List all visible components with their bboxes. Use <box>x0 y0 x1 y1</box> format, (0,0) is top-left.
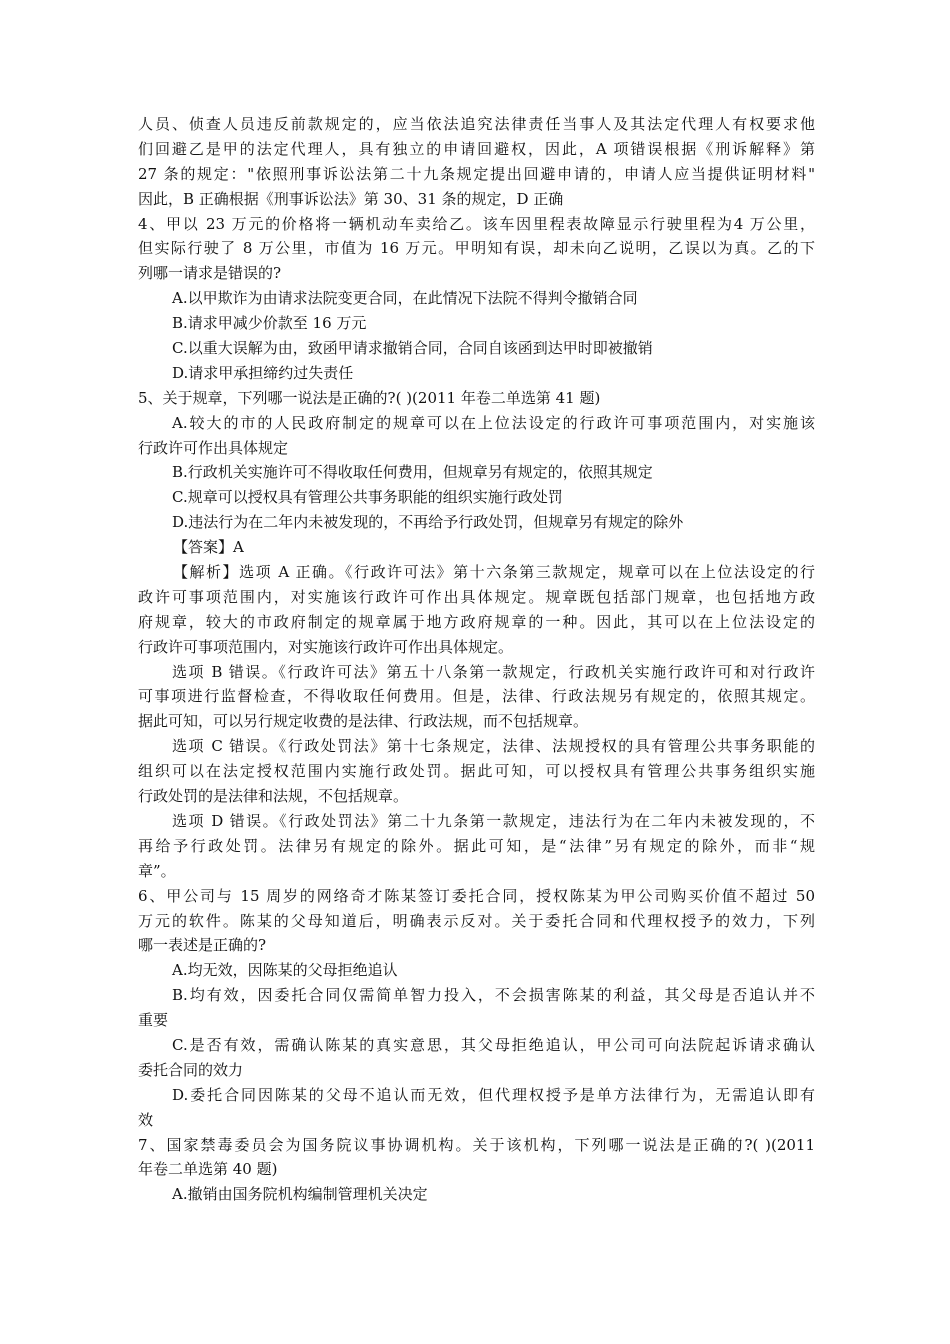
text-line: 年卷二单选第 40 题) <box>138 1160 278 1179</box>
text-line: 政许可事项范围内，对实施该行政许可作出具体规定。规章既包括部门规章，也包括地方政 <box>138 587 815 606</box>
text-line: 列哪一请求是错误的? <box>138 264 282 283</box>
text-line: 选项 D 错误。《行政处罚法》第二十九条第一款规定，违法行为在二年内未被发现的，不 <box>172 811 815 830</box>
text-line: 选项 B 错误。《行政许可法》第五十八条第一款规定，行政机关实施行政许可和对行政许 <box>172 662 815 681</box>
text-line: 6、甲公司与 15 周岁的网络奇才陈某签订委托合同，授权陈某为甲公司购买价值不超过 50 <box>138 886 815 905</box>
text-line: C.是否有效，需确认陈某的真实意思，其父母拒绝追认，甲公司可向法院起诉请求确认 <box>172 1035 815 1054</box>
text-line: 【答案】A <box>173 538 244 557</box>
text-line: C.规章可以授权具有管理公共事务职能的组织实施行政处罚 <box>172 488 563 507</box>
text-line: 选项 C 错误。《行政处罚法》第十七条规定，法律、法规授权的具有管理公共事务职能的 <box>172 737 815 756</box>
text-line: 们回避乙是甲的法定代理人，具有独立的申请回避权，因此，A 项错误根据《刑诉解释》第 <box>138 139 815 158</box>
text-line: 但实际行驶了 8 万公里，市值为 16 万元。甲明知有误，却未向乙说明，乙误以为真。乙的下 <box>138 239 815 258</box>
text-line: C.以重大误解为由，致函甲请求撤销合同，合同自该函到达甲时即被撤销 <box>172 339 653 358</box>
text-line: 7、国家禁毒委员会为国务院议事协调机构。关于该机构，下列哪一说法是正确的?( )(2011 <box>138 1135 815 1154</box>
text-line: 行政许可作出具体规定 <box>138 438 289 457</box>
text-line: 因此，B 正确根据《刑事诉讼法》第 30、31 条的规定，D 正确 <box>138 189 564 208</box>
text-line: D.请求甲承担缔约过失责任 <box>172 363 354 382</box>
text-line: 组织可以在法定授权范围内实施行政处罚。据此可知，可以授权具有管理公共事务组织实施 <box>138 762 815 781</box>
text-line: 重要 <box>138 1011 169 1030</box>
text-line: 府规章，较大的市政府制定的规章属于地方政府规章的一种。因此，其可以在上位法设定的 <box>138 612 815 631</box>
text-line: A.均无效，因陈某的父母拒绝追认 <box>172 961 398 980</box>
text-line: 委托合同的效力 <box>138 1060 244 1079</box>
text-line: 万元的软件。陈某的父母知道后，明确表示反对。关于委托合同和代理权授予的效力，下列 <box>138 911 815 930</box>
text-line: 据此可知，可以另行规定收费的是法律、行政法规，而不包括规章。 <box>138 712 589 731</box>
text-line: B.请求甲减少价款至 16 万元 <box>172 314 367 333</box>
text-line: D.委托合同因陈某的父母不追认而无效，但代理权授予是单方法律行为，无需追认即有 <box>172 1085 815 1104</box>
text-line: 人员、侦查人员违反前款规定的，应当依法追究法律责任当事人及其法定代理人有权要求他 <box>138 115 815 133</box>
text-line: B.均有效，因委托合同仅需简单智力投入，不会损害陈某的利益，其父母是否追认并不 <box>172 986 815 1005</box>
text-line: 再给予行政处罚。法律另有规定的除外。据此可知，是“法律”另有规定的除外，而非“规 <box>138 836 815 855</box>
text-line: 哪一表述是正确的? <box>138 936 267 955</box>
text-line: A.较大的市的人民政府制定的规章可以在上位法设定的行政许可事项范围内，对实施该 <box>172 413 815 432</box>
text-line: 27 条的规定："依照刑事诉讼法第二十九条规定提出回避申请的，申请人应当提供证明材料" <box>138 164 815 183</box>
text-line: A.以甲欺诈为由请求法院变更合同，在此情况下法院不得判令撤销合同 <box>172 289 638 308</box>
document-body <box>138 112 815 1207</box>
text-line: 4、甲以 23 万元的价格将一辆机动车卖给乙。该车因里程表故障显示行驶里程为4 万公里， <box>138 214 815 233</box>
text-line: 可事项进行监督检查，不得收取任何费用。但是，法律、行政法规另有规定的，依照其规定。 <box>138 687 815 706</box>
text-line: 5、关于规章，下列哪一说法是正确的?( )(2011 年卷二单选第 41 题) <box>138 388 601 407</box>
text-line: D.违法行为在二年内未被发现的，不再给予行政处罚，但规章另有规定的除外 <box>172 513 684 532</box>
text-line: A.撤销由国务院机构编制管理机关决定 <box>172 1185 428 1204</box>
text-line: 行政处罚的是法律和法规，不包括规章。 <box>138 787 409 806</box>
text-line: 【解析】选项 A 正确。《行政许可法》第十六条第三款规定，规章可以在上位法设定的行 <box>173 563 815 582</box>
text-line: 效 <box>138 1110 154 1129</box>
text-line: 行政许可事项范围内，对实施该行政许可作出具体规定。 <box>138 637 514 656</box>
text-line: 章”。 <box>138 861 176 880</box>
text-line: B.行政机关实施许可不得收取任何费用，但规章另有规定的，依照其规定 <box>172 463 653 482</box>
